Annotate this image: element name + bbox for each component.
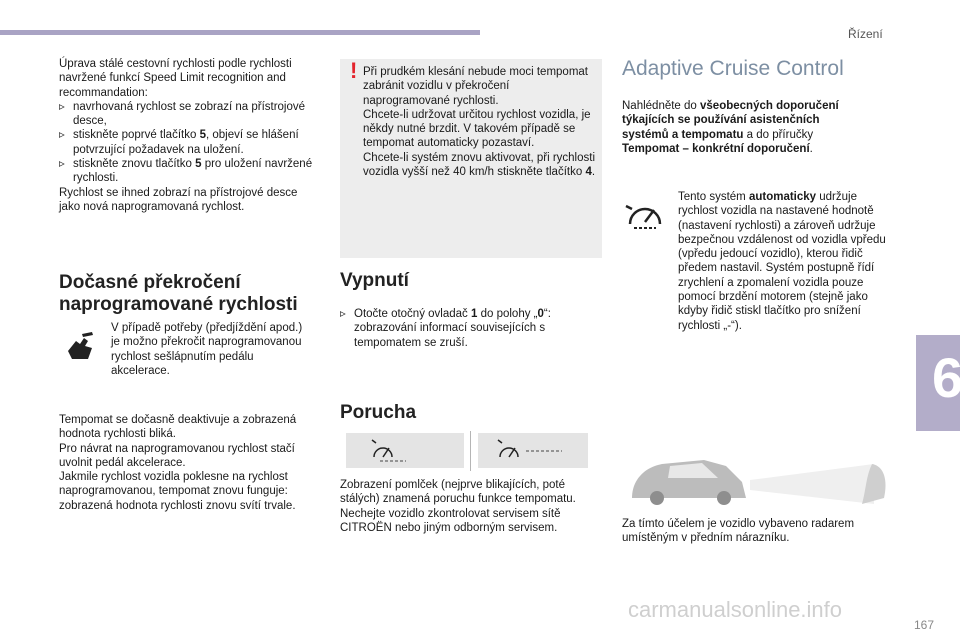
fault-text: Zobrazení pomlček (nejprve blikajících, poté stálých) znamená poruchu funkce tempomatu. Nechejte vozidlo zkontrolovat servisem sítě CITROËN nebo jiným odborným servisem. xyxy=(340,479,576,534)
fault-divider xyxy=(470,431,471,471)
bullet-icon: ▹ xyxy=(59,158,65,171)
step-3: ▹ stiskněte znovu tlačítko 5 pro uložení navržené rychlosti. xyxy=(59,158,313,185)
warning-icon: ! xyxy=(350,58,358,83)
page-number: 167 xyxy=(914,618,935,632)
bullet-icon: ▹ xyxy=(59,129,65,142)
watermark: carmanualsonline.info xyxy=(628,597,843,622)
speed-limit-intro: Úprava stálé cestovní rychlosti podle rychlosti navržené funkcí Speed Limit recognition and recommandation: xyxy=(59,58,292,99)
car-radar-illustration xyxy=(622,450,892,505)
bullet-icon: ▹ xyxy=(59,100,65,113)
fault-display-left xyxy=(346,433,464,468)
acc-description: Tento systém automaticky udržuje rychlost vozidla na nastavené hodnotě (nastavení rychlosti) a zároveň udržuje bezpečnou vzdálenost od vozidla vpředu (vpředu jedoucí vozidlo), kterou řidič předem nastavil. Systém postupně řídí zrychlení a zpomalení vozidla pouze pomocí brzdění motorem (stejně jako kdyby řidič stiskl tlačítko pro snížení rychlosti „-“). xyxy=(678,191,886,332)
adaptive-cruise-gauge-icon xyxy=(624,196,666,232)
bullet-icon: ▹ xyxy=(340,308,346,320)
header-bar xyxy=(0,30,480,35)
off-instruction: ▹ Otočte otočný ovladač 1 do polohy „0“: zobrazování informací souvisejících s tempomatem se zruší. xyxy=(340,308,551,349)
chapter-number: 6 xyxy=(932,346,963,409)
cruise-fault-icon xyxy=(478,433,588,468)
hand-pedal-icon xyxy=(62,329,98,365)
speed-limit-conclusion: Rychlost se ihned zobrazí na přístrojové desce jako nová naprogramovaná rychlost. xyxy=(59,186,298,213)
overspeed-icon-text: V případě potřeby (předjíždění apod.) je možno překročit naprogramovanou rychlost sešlápnutím pedálu akcelerace. xyxy=(111,322,303,377)
acc-reference: Nahlédněte do všeobecných doporučení týkajících se používání asistenčních systémů a tempomatu a do příručky Tempomat – konkrétní doporučení. xyxy=(622,100,839,155)
overspeed-body: Tempomat se dočasně deaktivuje a zobrazená hodnota rychlosti bliká. Pro návrat na naprogramovanou rychlost stačí uvolnit pedál akcelerace. Jakmile rychlost vozidla poklesne na rychlost naprogramovanou, tempomat znovu funguje: zobrazená hodnota rychlosti znovu svítí trvale. xyxy=(59,414,297,512)
fault-heading: Porucha xyxy=(340,402,417,423)
cruise-fault-icon xyxy=(346,433,464,468)
fault-display-right xyxy=(478,433,588,468)
radar-text: Za tímto účelem je vozidlo vybaveno radarem umístěným v předním nárazníku. xyxy=(622,518,855,545)
section-label: Řízení xyxy=(848,27,883,41)
speed-limit-section xyxy=(59,57,321,214)
step-1: ▹ navrhovaná rychlost se zobrazí na přístrojové desce, xyxy=(59,100,306,128)
warning-text: Při prudkém klesání nebude moci tempomat zabránit vozidlu v překročení naprogramované rychlosti. Chcete-li udržovat určitou rychlost vozidla, je někdy nutné brzdit. V takovém případě se tempomat automaticky pozastaví. Chcete-li systém znovu aktivovat, při rychlosti vozidla vyšší než 40 km/h stiskněte tlačítko 4. xyxy=(363,66,596,179)
off-heading: Vypnutí xyxy=(340,270,409,291)
step-2: ▹ stiskněte poprvé tlačítko 5, objeví se hlášení potvrzující požadavek na uložení. xyxy=(59,129,299,156)
overspeed-heading: Dočasné překročení naprogramované rychlosti xyxy=(59,272,298,315)
acc-title: Adaptive Cruise Control xyxy=(622,57,844,80)
